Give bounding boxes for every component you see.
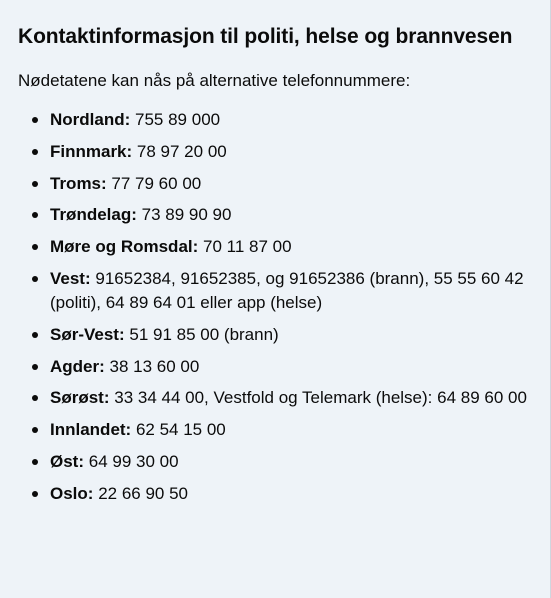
phone-numbers: 755 89 000 [135,110,221,129]
bullet-icon [32,212,38,218]
phone-numbers: 73 89 90 90 [141,205,232,225]
region-label: Troms: [50,173,107,193]
list-item [18,482,532,506]
phone-numbers: 77 79 60 00 [111,173,202,193]
phone-numbers: 33 34 44 00, Vestfold og Telemark (helse): 64 89 60 00 [114,388,527,408]
bullet-icon [32,364,38,370]
phone-numbers: 22 66 90 50 [98,483,188,503]
phone-numbers: 64 99 30 00 [88,451,179,471]
list-item [18,323,532,347]
bullet-icon [32,459,38,465]
phone-numbers: 91652384, 91652385, og 91652386 (brann), 55 55 60 42 (politi), 64 89 64 01 eller app (helse) [50,268,524,312]
region-label: Sør-Vest: [50,324,125,344]
list-item [18,267,532,315]
phone-numbers: 70 11 87 00 [203,237,292,257]
region-label: Øst: [50,451,84,471]
list-item [18,355,532,379]
bullet-icon [32,149,38,155]
list-item [18,203,532,227]
bullet-icon [32,276,38,282]
region-label: Møre og Romsdal: [50,237,199,257]
bullet-icon [32,244,38,250]
region-label: Nordland: [50,110,131,129]
region-label: Sørøst: [50,388,110,408]
region-label: Oslo: [50,483,94,503]
list-item [18,172,532,196]
bullet-icon [32,491,38,497]
region-label: Innlandet: [50,420,132,440]
region-label: Agder: [50,356,105,376]
contact-list [18,108,532,506]
region-label: Finnmark: [50,141,133,161]
bullet-icon [32,332,38,338]
list-item [18,140,532,164]
region-label: Trøndelag: [50,205,137,225]
list-item [18,418,532,442]
list-item [18,108,532,132]
bullet-icon [32,181,38,187]
region-label: Vest: [50,268,91,288]
bullet-icon [32,117,38,123]
page-title: Kontaktinformasjon til politi, helse og brannvesen [18,25,513,48]
phone-numbers: 51 91 85 00 (brann) [129,324,279,344]
list-item [18,386,532,410]
bullet-icon [32,395,38,401]
phone-numbers: 78 97 20 00 [136,141,227,161]
list-item [18,450,532,474]
bullet-icon [32,427,38,433]
phone-numbers: 62 54 15 00 [135,420,226,440]
intro-text: Nødetatene kan nås på alternative telefonnummere: [18,71,411,90]
list-item [18,235,532,259]
phone-numbers: 38 13 60 00 [109,356,200,376]
